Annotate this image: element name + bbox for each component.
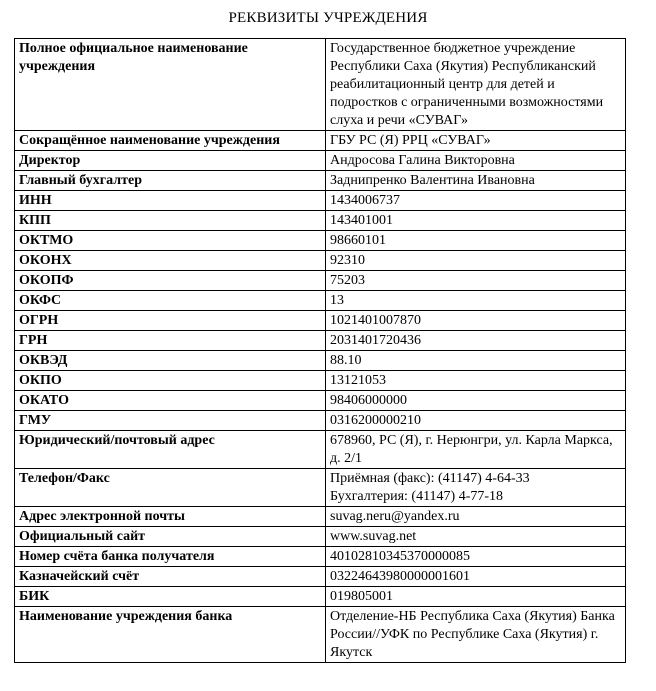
row-value: 40102810345370000085: [326, 547, 626, 567]
table-row: [15, 431, 626, 469]
row-value: 13121053: [326, 371, 626, 391]
row-value: 92310: [326, 251, 626, 271]
row-value: 678960, РС (Я), г. Нерюнгри, ул. Карла Маркса, д. 2/1: [326, 431, 626, 469]
row-label: БИК: [15, 587, 326, 607]
row-label: Директор: [15, 151, 326, 171]
row-label: ГМУ: [15, 411, 326, 431]
row-value: 03224643980000001601: [326, 567, 626, 587]
row-value: 13: [326, 291, 626, 311]
row-label: Номер счёта банка получателя: [15, 547, 326, 567]
row-value: Приёмная (факс): (41147) 4-64-33 Бухгалтерия: (41147) 4-77-18: [326, 469, 626, 507]
row-label: ОКФС: [15, 291, 326, 311]
table-row: [15, 271, 626, 291]
table-row: [15, 311, 626, 331]
table-row: [15, 171, 626, 191]
table-row: [15, 331, 626, 351]
row-value: suvag.neru@yandex.ru: [326, 507, 626, 527]
table-row: [15, 39, 626, 131]
table-row: [15, 391, 626, 411]
row-label: Официальный сайт: [15, 527, 326, 547]
table-row: [15, 191, 626, 211]
table-row: [15, 507, 626, 527]
requisites-table-body: [15, 39, 626, 663]
row-label: Сокращённое наименование учреждения: [15, 131, 326, 151]
row-label: ИНН: [15, 191, 326, 211]
row-value: ГБУ РС (Я) РРЦ «СУВАГ»: [326, 131, 626, 151]
row-label: Казначейский счёт: [15, 567, 326, 587]
row-label: Полное официальное наименование учреждения: [15, 39, 326, 131]
row-label: ОКВЭД: [15, 351, 326, 371]
row-label: ОКОПФ: [15, 271, 326, 291]
table-row: [15, 291, 626, 311]
row-label: ОКПО: [15, 371, 326, 391]
table-row: [15, 231, 626, 251]
table-row: [15, 607, 626, 663]
row-label: ОКТМО: [15, 231, 326, 251]
table-row: [15, 527, 626, 547]
row-value: 1434006737: [326, 191, 626, 211]
row-value: 019805001: [326, 587, 626, 607]
row-label: ОКАТО: [15, 391, 326, 411]
row-label: Юридический/почтовый адрес: [15, 431, 326, 469]
row-value: Отделение-НБ Республика Саха (Якутия) Банка России//УФК по Республике Саха (Якутия) г. Якутск: [326, 607, 626, 663]
row-value: 88.10: [326, 351, 626, 371]
row-value: 98406000000: [326, 391, 626, 411]
table-row: [15, 151, 626, 171]
table-row: [15, 351, 626, 371]
row-value: 75203: [326, 271, 626, 291]
row-label: ОГРН: [15, 311, 326, 331]
table-row: [15, 547, 626, 567]
row-value: Заднипренко Валентина Ивановна: [326, 171, 626, 191]
table-row: [15, 469, 626, 507]
table-row: [15, 211, 626, 231]
row-value: 2031401720436: [326, 331, 626, 351]
row-label: Наименование учреждения банка: [15, 607, 326, 663]
table-row: [15, 411, 626, 431]
table-row: [15, 371, 626, 391]
row-value: www.suvag.net: [326, 527, 626, 547]
row-value: Государственное бюджетное учреждение Республики Саха (Якутия) Республиканский реабилитационный центр для детей и подростков с ограниченными возможностями слуха и речи «СУВАГ»: [326, 39, 626, 131]
row-value: Андросова Галина Викторовна: [326, 151, 626, 171]
row-value: 98660101: [326, 231, 626, 251]
table-row: [15, 567, 626, 587]
row-label: Главный бухгалтер: [15, 171, 326, 191]
row-label: ОКОНХ: [15, 251, 326, 271]
row-label: Телефон/Факс: [15, 469, 326, 507]
row-value: 1021401007870: [326, 311, 626, 331]
row-label: ГРН: [15, 331, 326, 351]
table-row: [15, 587, 626, 607]
requisites-table: [14, 38, 626, 663]
page-title: РЕКВИЗИТЫ УЧРЕЖДЕНИЯ: [228, 10, 428, 26]
table-row: [15, 251, 626, 271]
table-row: [15, 131, 626, 151]
row-value: 143401001: [326, 211, 626, 231]
row-value: 0316200000210: [326, 411, 626, 431]
row-label: КПП: [15, 211, 326, 231]
row-label: Адрес электронной почты: [15, 507, 326, 527]
